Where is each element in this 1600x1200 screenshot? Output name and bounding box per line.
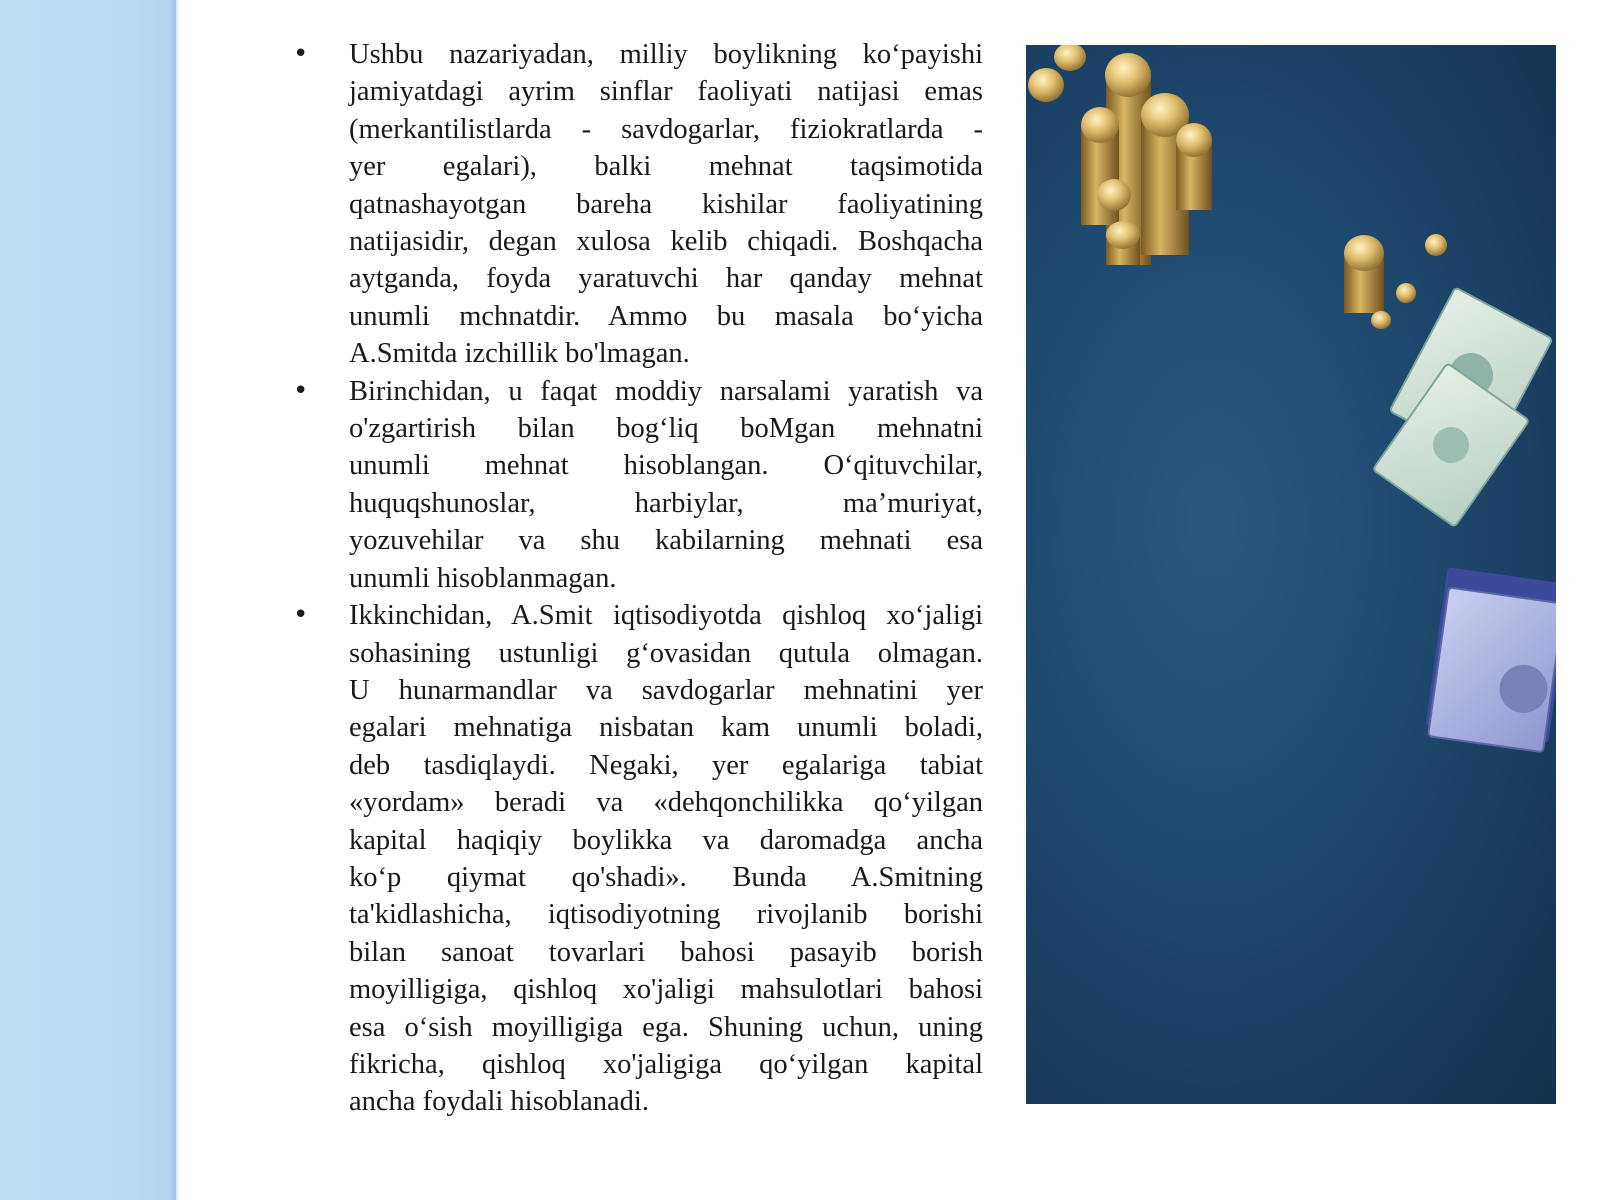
text-line: bilan sanoat tovarlari bahosi pasayib borish [349,936,983,968]
bullet-item-3 [293,597,983,1121]
text-line: unumli mchnatdir. Ammo bu masala bo‘yicha [349,300,983,332]
text-line: huquqshunoslar, harbiylar, ma’muriyat, [349,487,983,519]
text-line: Birinchidan, u faqat moddiy narsalami yaratish va [349,375,983,407]
banknotes-icon [1373,287,1556,752]
bullet-item-2 [293,373,983,597]
bullet-icon: • [293,375,309,406]
text-line: kapital haqiqiy boylikka va daromadga ancha [349,824,983,856]
text-line: Ushbu nazariyadan, milliy boylikning ko‘payishi [349,39,983,70]
text-line: unumli hisoblanmagan. [349,562,617,594]
text-line: (merkantilistlarda - savdogarlar, fiziokratlarda - [349,113,983,145]
text-line: A.Smitda izchillik bo'lmagan. [349,338,690,370]
text-line: o'zgartirish bilan bog‘liq boMgan mehnatni [349,413,983,445]
text-line: esa o‘sish moyilligiga ega. Shuning uchun, uning [349,1011,983,1043]
text-line: U hunarmandlar va savdogarlar mehnatini yer [349,674,983,706]
text-line: yozuvehilar va shu kabilarning mehnati esa [349,525,983,557]
bullet-icon: • [293,600,309,631]
bullet-item-1 [293,36,983,373]
coin-stacks-icon [1028,45,1212,265]
slide-text-body [293,36,983,1121]
text-line: fikricha, qishloq xo'jaligiga qo‘yilgan kapital [349,1048,983,1080]
text-line: ta'kidlashicha, iqtisodiyotning rivojlanib borishi [349,899,983,931]
text-line: qatnashayotgan bareha kishilar faoliyatining [349,188,983,220]
text-line: sohasining ustunligi g‘ovasidan qutula olmagan. [349,637,983,669]
text-line: unumli mehnat hisoblangan. O‘qituvchilar, [349,450,983,482]
text-line: aytganda, foyda yaratuvchi har qanday mehnat [349,263,983,295]
text-line: jamiyatdagi ayrim sinflar faoliyati natijasi emas [349,76,983,108]
text-line: deb tasdiqlaydi. Negaki, yer egalariga tabiat [349,749,983,781]
text-line: ancha foydali hisoblanadi. [349,1086,649,1118]
coins-and-banknotes-photo [1026,45,1556,1104]
text-line: moyilligiga, qishloq xo'jaligi mahsulotlari bahosi [349,974,983,1006]
text-line: egalari mehnatiga nisbatan kam unumli boladi, [349,712,983,744]
left-decorative-band [0,0,176,1200]
small-coins-icon [1344,234,1447,329]
text-line: ko‘p qiymat qo'shadi». Bunda A.Smitning [349,861,983,893]
text-line: «yordam» beradi va «dehqonchilikka qo‘yilgan [349,787,983,819]
text-line: natijasidir, degan xulosa kelib chiqadi. Boshqacha [349,226,983,258]
bullet-icon: • [293,39,309,69]
text-line: Ikkinchidan, A.Smit iqtisodiyotda qishloq xo‘jaligi [349,600,983,632]
text-line: yer egalari), balki mehnat taqsimotida [349,151,983,183]
